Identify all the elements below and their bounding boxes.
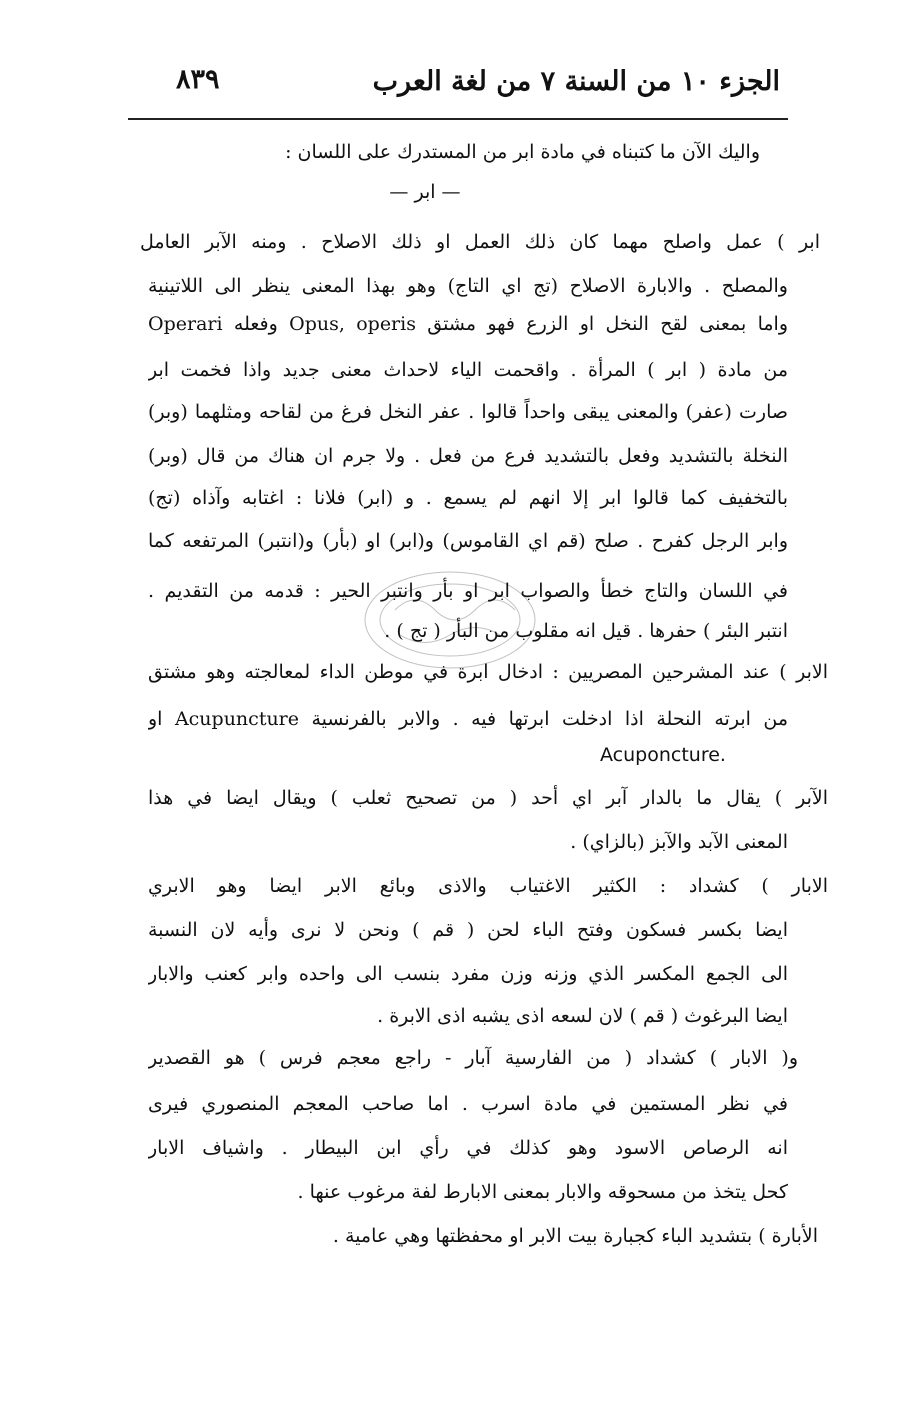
text-line: وابر الرجل كفرح . صلح (قم اي القاموس) و(ابر) او (بأر) و(انتبر) المرتفعه كما <box>148 530 788 552</box>
text-line: في اللسان والتاج خطأً والصواب ابر او بأر وانتبر الحير : قدمه من التقديم . <box>148 580 788 602</box>
entry-heading: — ابر — <box>389 181 461 203</box>
text-line: من مادة ( ابر ) المرأة . واقحمت الياء لاحداث معنى جديد واذا فخمت ابر <box>148 359 788 381</box>
text-line: الى الجمع المكسر الذي وزنه وزن مفرد بنسب الى واحده وابر كعنب والابار <box>148 963 788 985</box>
text-line: الابار ) كشداد : الكثير الاغتياب والاذى وبائع الابر ايضا وهو الابري <box>148 875 828 897</box>
text-line: و( الابار ) كشداد ( من الفارسية آبار - راجع معجم فرس ) هو القصدير <box>148 1047 798 1069</box>
text-line: كحل يتخذ من مسحوقه والابار بمعنى الابارط لفة مرغوب عنها . <box>297 1181 788 1203</box>
text-line: الأبارة ) بتشديد الباء كجبارة بيت الابر او محفظتها وهي عامية . <box>332 1225 818 1247</box>
text-line: انه الرصاص الاسود وهو كذلك في رأي ابن البيطار . واشياف الابار <box>148 1137 788 1159</box>
text-line: والمصلح . والابارة الاصلاح (تج اي التاج) وهو بهذا المعنى ينظر الى اللاتينية <box>148 275 788 297</box>
text-line: ايضا بكسر فسكون وفتح الباء لحن ( قم ) ونحن لا نرى وأيه لان النسبة <box>148 919 788 941</box>
text-line: Operari وفعله Opus, operis واما بمعنى لقح النخل او الزرع فهو مشتق <box>148 313 788 335</box>
text-line: ابر ) عمل واصلح مهما كان ذلك العمل او ذلك الاصلاح . ومنه الآبر العامل <box>140 231 820 253</box>
text-line: صارت (عفر) والمعنى يبقى واحداً قالوا . عفر النخل فرغ من لقاحه ومثلهما (وبر) <box>148 401 788 423</box>
text-line: من ابرته النحلة اذا ادخلت ابرتها فيه . والابر بالفرنسية Acupuncture او <box>148 708 788 730</box>
text-line: بالتخفيف كما قالوا ابر إلا انهم لم يسمع . و (ابر) فلانا : اغتابه وآذاه (تج) <box>148 487 788 509</box>
text-line: النخلة بالتشديد وفعل بالتشديد فرع من فعل . ولا جرم ان هناك من قال (وبر) <box>148 445 788 467</box>
page-number: ٨٣٩ <box>176 64 220 95</box>
intro-line: واليك الآن ما كتبناه في مادة ابر من المستدرك على اللسان : <box>285 141 760 163</box>
text-line: في نظر المستمين في مادة اسرب . اما صاحب المعجم المنصوري فيرى <box>148 1093 788 1115</box>
text-line: الابر ) عند المشرحين المصريين : ادخال ابرة في موطن الداء لمعالجته وهو مشتق <box>148 661 828 683</box>
text-line: انتبر البئر ) حفرها . قيل انه مقلوب من البأر ( تج ) . <box>384 620 788 642</box>
text-line: ايضا البرغوث ( قم ) لان لسعه اذى يشبه اذى الابرة . <box>377 1005 788 1027</box>
text-line: المعنى الآبد والآبز (بالزاي) . <box>570 831 788 853</box>
text-line: الآبر ) يقال ما بالدار آبر اي أحد ( من تصحيح ثعلب ) ويقال ايضا في هذا <box>148 787 828 809</box>
text-line: Acuponcture. <box>600 744 726 766</box>
running-title: الجزء ١٠ من السنة ٧ من لغة العرب <box>372 66 780 97</box>
